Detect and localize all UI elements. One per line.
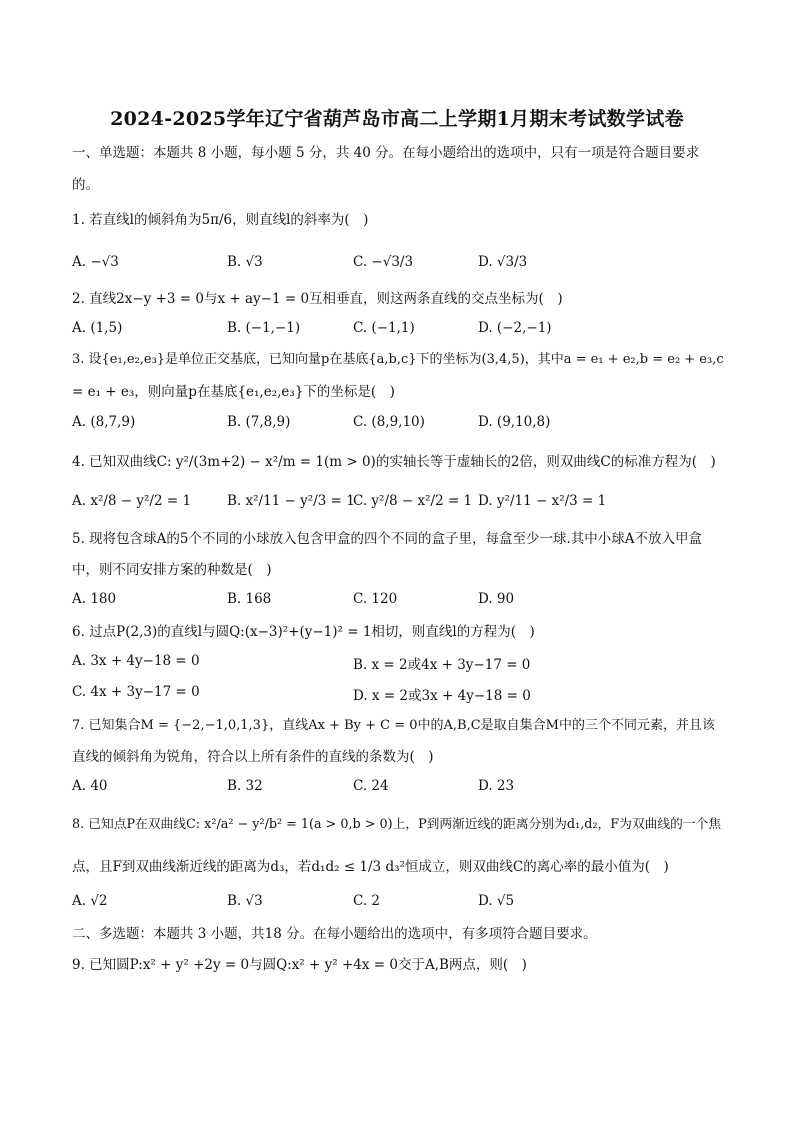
question-1-stem: 1. 若直线l的倾斜角为5π/6，则直线l的斜率为( ) — [72, 212, 369, 228]
question-4-options — [72, 493, 722, 513]
option-c: C. −√3/3 — [353, 254, 414, 270]
question-7-stem-line2: 直线的倾斜角为锐角，符合以上所有条件的直线的条数为( ) — [72, 749, 434, 765]
option-c: C. (−1,1) — [353, 320, 415, 336]
option-a: A. −√3 — [72, 254, 119, 270]
option-d: D. √5 — [478, 893, 515, 909]
option-d: D. (9,10,8) — [478, 414, 551, 430]
question-7-stem-line1: 7. 已知集合M = {−2,−1,0,1,3}，直线Ax + By + C = 0中的A,B,C是取自集合M中的三个不同元素，并且该 — [72, 718, 715, 733]
option-d: D. x = 2或3x + 4y−18 = 0 — [353, 688, 531, 704]
question-5-stem-line1: 5. 现将包含球A的5个不同的小球放入包含甲盒的四个不同的盒子里，每盒至少一球.其中小球A不放入甲盒 — [72, 531, 703, 547]
option-d: D. √3/3 — [478, 254, 528, 270]
question-6-options-row2 — [72, 684, 722, 704]
section-heading-single-choice: 一、单选题：本题共 8 小题，每小题 5 分，共 40 分。在每小题给出的选项中，只有一项是符合题目要求 — [72, 145, 700, 161]
option-c: C. 2 — [353, 893, 381, 909]
question-6-stem: 6. 过点P(2,3)的直线l与圆Q:(x−3)²+(y−1)² = 1相切，则直线l的方程为( ) — [72, 624, 535, 640]
option-a: A. (8,7,9) — [72, 414, 136, 430]
option-d: D. 23 — [478, 778, 515, 794]
question-2-options — [72, 320, 722, 340]
section-heading-continuation: 的。 — [72, 177, 99, 193]
option-b: B. 32 — [227, 778, 263, 794]
question-3-stem-line2: = e₁ + e₃，则向量p在基底{e₁,e₂,e₃}下的坐标是( ) — [72, 384, 395, 400]
option-b: B. 168 — [227, 591, 272, 607]
option-c: C. y²/8 − x²/2 = 1 — [353, 493, 473, 509]
question-8-stem-line2: 点，且F到双曲线渐近线的距离为d₃，若d₁d₂ ≤ 1/3 d₃²恒成立，则双曲线C的离心率的最小值为( ) — [72, 859, 669, 875]
option-c: C. 24 — [353, 778, 389, 794]
option-c: C. (8,9,10) — [353, 414, 425, 430]
option-a: A. 40 — [72, 778, 108, 794]
question-6-options-row1 — [72, 653, 722, 673]
question-1-options — [72, 254, 722, 274]
question-3-options — [72, 414, 722, 434]
option-d: D. y²/11 − x²/3 = 1 — [478, 493, 607, 509]
option-b: B. √3 — [227, 893, 263, 909]
option-a: A. 180 — [72, 591, 117, 607]
page-title: 2024-2025学年辽宁省葫芦岛市高二上学期1月期末考试数学试卷 — [110, 108, 684, 130]
option-b: B. (7,8,9) — [227, 414, 291, 430]
option-a: A. √2 — [72, 893, 108, 909]
question-7-options — [72, 778, 722, 798]
question-4-stem: 4. 已知双曲线C: y²/(3m+2) − x²/m = 1(m > 0)的实轴长等于虚轴长的2倍，则双曲线C的标准方程为( ) — [72, 454, 716, 470]
option-b: B. √3 — [227, 254, 263, 270]
option-b: B. x²/11 − y²/3 = 1 — [227, 493, 355, 509]
question-8-stem-line1: 8. 已知点P在双曲线C: x²/a² − y²/b² = 1(a > 0,b > 0)上，P到两渐近线的距离分别为d₁,d₂，F为双曲线的一个焦 — [72, 817, 722, 832]
question-8-options — [72, 893, 722, 913]
option-b: B. (−1,−1) — [227, 320, 301, 336]
option-c: C. 120 — [353, 591, 398, 607]
question-9-stem: 9. 已知圆P:x² + y² +2y = 0与圆Q:x² + y² +4x = 0交于A,B两点，则( ) — [72, 957, 527, 973]
question-5-options — [72, 591, 722, 611]
option-d: D. 90 — [478, 591, 515, 607]
option-c: C. 4x + 3y−17 = 0 — [72, 684, 200, 700]
option-b: B. x = 2或4x + 3y−17 = 0 — [353, 657, 531, 673]
option-d: D. (−2,−1) — [478, 320, 552, 336]
option-a: A. 3x + 4y−18 = 0 — [72, 653, 200, 669]
option-a: A. (1,5) — [72, 320, 123, 336]
question-3-stem-line1: 3. 设{e₁,e₂,e₃}是单位正交基底，已知向量p在基底{a,b,c}下的坐标为(3,4,5)，其中a = e₁ + e₂,b = e₂ + e₃,c — [72, 352, 724, 367]
question-2-stem: 2. 直线2x−y +3 = 0与x + ay−1 = 0互相垂直，则这两条直线的交点坐标为( ) — [72, 291, 563, 307]
option-a: A. x²/8 − y²/2 = 1 — [72, 493, 192, 509]
question-5-stem-line2: 中，则不同安排方案的种数是( ) — [72, 562, 272, 578]
section-heading-multiple-choice: 二、多选题：本题共 3 小题，共18 分。在每小题给出的选项中，有多项符合题目要求。 — [72, 926, 597, 942]
